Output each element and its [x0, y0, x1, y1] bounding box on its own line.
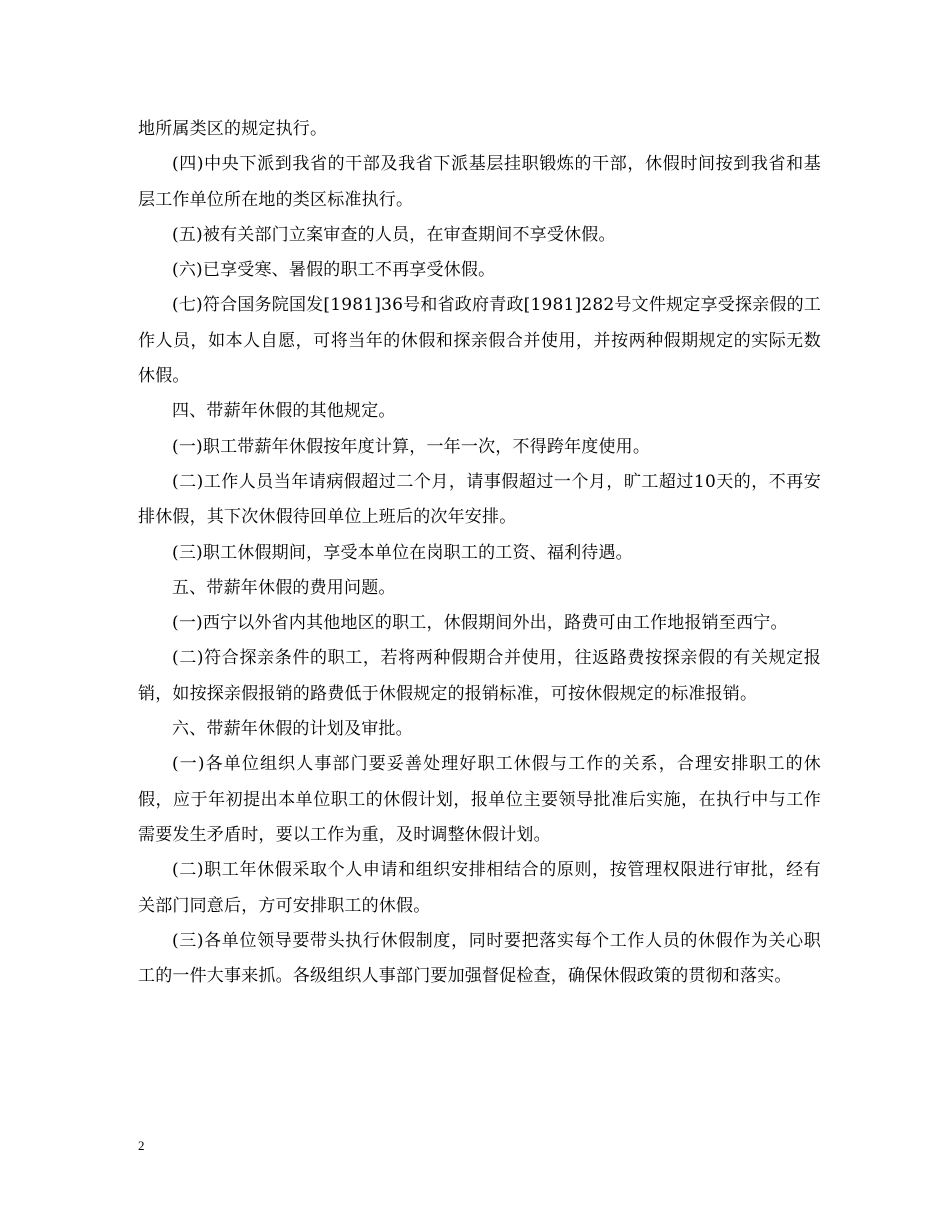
paragraph: (一)西宁以外省内其他地区的职工，休假期间外出，路费可由工作地报销至西宁。 — [172, 613, 788, 634]
paragraph: (一)各单位组织人事部门要妥善处理好职工休假与工作的关系，合理安排职工的休假，应于年初提出本单位职工的休假计划，报单位主要领导批准后实施，在执行中与工作需要发生矛盾时，要以工作为重，及时调整休假计划。 — [138, 754, 821, 845]
section-heading: 五、带薪年休假的费用问题。 — [172, 577, 396, 598]
paragraph: (二)工作人员当年请病假超过二个月，请事假超过一个月，旷工超过10天的，不再安排休假，其下次休假待回单位上班后的次年安排。 — [138, 471, 821, 528]
paragraph: (七)符合国务院国发[1981]36号和省政府青政[1981]282号文件规定享受探亲假的工作人员，如本人自愿，可将当年的休假和探亲假合并使用，并按两种假期规定的实际无数休假。 — [138, 295, 821, 387]
section-heading: 四、带薪年休假的其他规定。 — [172, 401, 396, 422]
paragraph: 地所属类区的规定执行。 — [138, 119, 328, 139]
paragraph: (三)各单位领导要带头执行休假制度，同时要把落实每个工作人员的休假作为关心职工的一件大事来抓。各级组织人事部门要加强督促检查，确保休假政策的贯彻和落实。 — [138, 930, 821, 987]
paragraph: (一)职工带薪年休假按年度计算，一年一次，不得跨年度使用。 — [172, 436, 651, 457]
page-number: 2 — [138, 1138, 145, 1153]
paragraph: (六)已享受寒、暑假的职工不再享受休假。 — [172, 260, 496, 281]
paragraph: (三)职工休假期间，享受本单位在岗职工的工资、福利待遇。 — [172, 542, 633, 563]
section-heading: 六、带薪年休假的计划及审批。 — [172, 719, 413, 740]
paragraph: (四)中央下派到我省的干部及我省下派基层挂职锻炼的干部，休假时间按到我省和基层工作单位所在地的类区标准执行。 — [138, 154, 821, 210]
paragraph: (二)符合探亲条件的职工，若将两种假期合并使用，往返路费按探亲假的有关规定报销，如按探亲假报销的路费低于休假规定的报销标准，可按休假规定的标准报销。 — [138, 648, 821, 704]
document-body — [138, 112, 821, 994]
paragraph: (二)职工年休假采取个人申请和组织安排相结合的原则，按管理权限进行审批，经有关部门同意后，方可安排职工的休假。 — [138, 860, 821, 916]
paragraph: (五)被有关部门立案审查的人员，在审查期间不享受休假。 — [172, 224, 616, 245]
